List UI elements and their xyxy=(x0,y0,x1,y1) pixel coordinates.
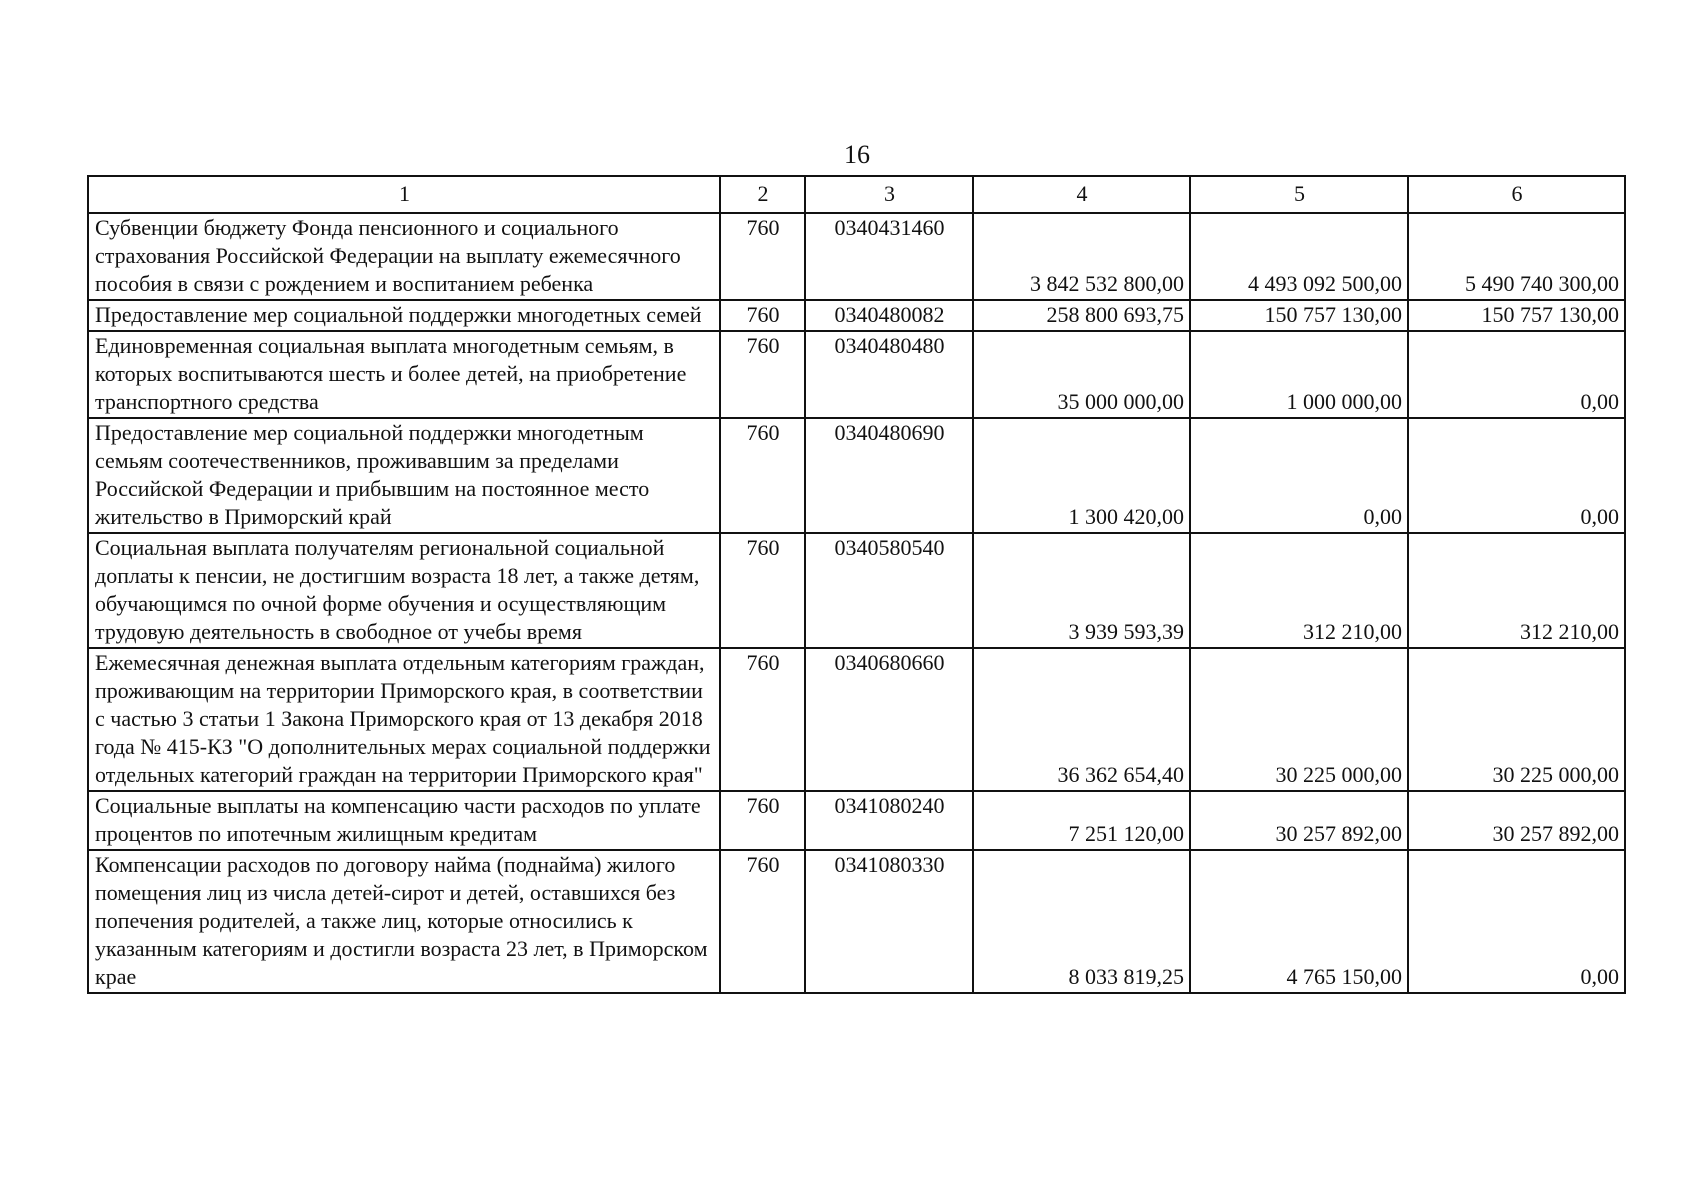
column-header: 6 xyxy=(1408,176,1625,213)
column-header: 5 xyxy=(1190,176,1408,213)
department-code: 760 xyxy=(720,533,805,648)
target-article-code: 0340480690 xyxy=(805,418,973,533)
department-code: 760 xyxy=(720,648,805,791)
department-code: 760 xyxy=(720,850,805,993)
column-header: 4 xyxy=(973,176,1190,213)
amount-column-5: 1 000 000,00 xyxy=(1190,331,1408,418)
expense-name: Компенсации расходов по договору найма (поднайма) жилого помещения лиц из числа детей-сирот и детей, оставшихся без попечения родителей, а также лиц, которые относились к указанным категориям и достигли возраста 23 лет, в Приморском крае xyxy=(88,850,720,993)
amount-column-5: 150 757 130,00 xyxy=(1190,300,1408,331)
table-row xyxy=(88,648,1625,791)
amount-column-5: 312 210,00 xyxy=(1190,533,1408,648)
department-code: 760 xyxy=(720,213,805,300)
target-article-code: 0340480082 xyxy=(805,300,973,331)
amount-column-6: 312 210,00 xyxy=(1408,533,1625,648)
column-header: 2 xyxy=(720,176,805,213)
table-header-row xyxy=(88,176,1625,213)
amount-column-4: 3 939 593,39 xyxy=(973,533,1190,648)
table-row xyxy=(88,791,1625,850)
expense-name: Единовременная социальная выплата многодетным семьям, в которых воспитываются шесть и более детей, на приобретение транспортного средства xyxy=(88,331,720,418)
amount-column-4: 7 251 120,00 xyxy=(973,791,1190,850)
amount-column-4: 258 800 693,75 xyxy=(973,300,1190,331)
table-row xyxy=(88,300,1625,331)
target-article-code: 0341080330 xyxy=(805,850,973,993)
amount-column-4: 1 300 420,00 xyxy=(973,418,1190,533)
budget-table xyxy=(87,175,1626,994)
amount-column-6: 0,00 xyxy=(1408,331,1625,418)
amount-column-5: 4 765 150,00 xyxy=(1190,850,1408,993)
column-header: 3 xyxy=(805,176,973,213)
amount-column-6: 30 225 000,00 xyxy=(1408,648,1625,791)
amount-column-6: 5 490 740 300,00 xyxy=(1408,213,1625,300)
expense-name: Ежемесячная денежная выплата отдельным категориям граждан, проживающим на территории Приморского края, в соответствии с частью 3 статьи 1 Закона Приморского края от 13 декабря 2018 года № 415-КЗ "О дополнительных мерах социальной поддержки отдельных категорий граждан на территории Приморского края" xyxy=(88,648,720,791)
column-header: 1 xyxy=(88,176,720,213)
expense-name: Социальные выплаты на компенсацию части расходов по уплате процентов по ипотечным жилищным кредитам xyxy=(88,791,720,850)
expense-name: Субвенции бюджету Фонда пенсионного и социального страхования Российской Федерации на выплату ежемесячного пособия в связи с рождением и воспитанием ребенка xyxy=(88,213,720,300)
department-code: 760 xyxy=(720,418,805,533)
expense-name: Предоставление мер социальной поддержки многодетным семьям соотечественников, проживавшим за пределами Российской Федерации и прибывшим на постоянное место жительство в Приморский край xyxy=(88,418,720,533)
target-article-code: 0340480480 xyxy=(805,331,973,418)
target-article-code: 0340580540 xyxy=(805,533,973,648)
amount-column-6: 30 257 892,00 xyxy=(1408,791,1625,850)
target-article-code: 0340680660 xyxy=(805,648,973,791)
amount-column-5: 4 493 092 500,00 xyxy=(1190,213,1408,300)
page-number: 16 xyxy=(844,140,870,169)
amount-column-4: 8 033 819,25 xyxy=(973,850,1190,993)
target-article-code: 0341080240 xyxy=(805,791,973,850)
department-code: 760 xyxy=(720,331,805,418)
table-row xyxy=(88,533,1625,648)
table-row xyxy=(88,213,1625,300)
target-article-code: 0340431460 xyxy=(805,213,973,300)
amount-column-6: 0,00 xyxy=(1408,850,1625,993)
table-row xyxy=(88,418,1625,533)
amount-column-6: 150 757 130,00 xyxy=(1408,300,1625,331)
amount-column-6: 0,00 xyxy=(1408,418,1625,533)
department-code: 760 xyxy=(720,300,805,331)
table-row xyxy=(88,331,1625,418)
amount-column-5: 30 257 892,00 xyxy=(1190,791,1408,850)
table-row xyxy=(88,850,1625,993)
amount-column-4: 36 362 654,40 xyxy=(973,648,1190,791)
expense-name: Социальная выплата получателям региональной социальной доплаты к пенсии, не достигшим возраста 18 лет, а также детям, обучающимся по очной форме обучения и осуществляющим трудовую деятельность в свободное от учебы время xyxy=(88,533,720,648)
amount-column-5: 30 225 000,00 xyxy=(1190,648,1408,791)
amount-column-5: 0,00 xyxy=(1190,418,1408,533)
department-code: 760 xyxy=(720,791,805,850)
amount-column-4: 35 000 000,00 xyxy=(973,331,1190,418)
amount-column-4: 3 842 532 800,00 xyxy=(973,213,1190,300)
expense-name: Предоставление мер социальной поддержки многодетных семей xyxy=(88,300,720,331)
